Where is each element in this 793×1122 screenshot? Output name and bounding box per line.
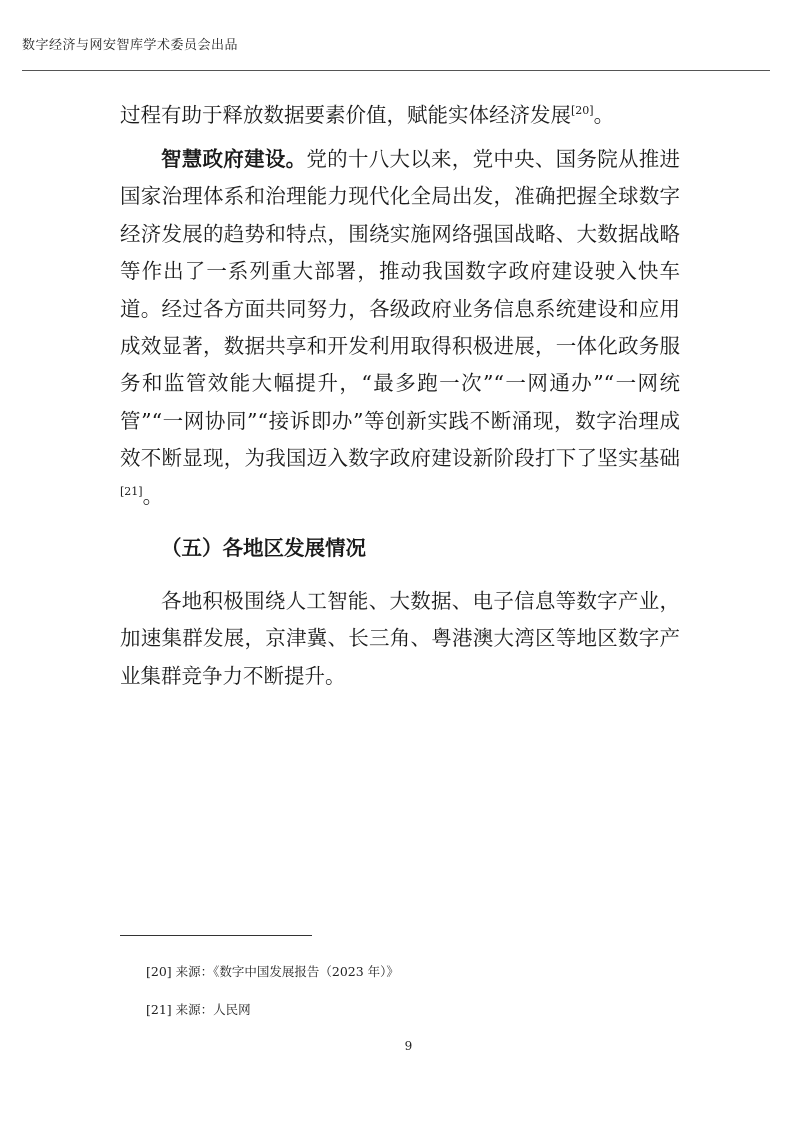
paragraph-punctuation: 。 xyxy=(593,103,615,127)
paragraph-text: 各地积极围绕人工智能、大数据、电子信息等数字产业，加速集群发展，京津冀、长三角、粤港澳大湾区等地区数字产业集群竞争力不断提升。 xyxy=(120,589,680,688)
footnote-20: [20] 来源：《数字中国发展报告（2023 年）》 xyxy=(146,964,399,979)
page-header: 数字经济与网安智库学术委员会出品 xyxy=(22,38,239,53)
header-divider xyxy=(22,70,770,71)
page-number: 9 xyxy=(404,1039,413,1053)
paragraph-continuation xyxy=(120,97,680,134)
paragraph-punctuation: 。 xyxy=(142,483,164,508)
footnote-21: [21] 来源：人民网 xyxy=(146,1002,251,1017)
paragraph-smart-government xyxy=(120,141,680,515)
footnote-reference[interactable]: [20] xyxy=(571,104,594,118)
section-heading: （五）各地区发展情况 xyxy=(161,536,366,560)
paragraph-text: 党的十八大以来，党中央、国务院从推进国家治理体系和治理能力现代化全局出发，准确把握全球数字经济发展的趋势和特点，围绕实施网络强国战略、大数据战略等作出了一系列重大部署，推动我国数字政府建设驶入快车道。经过各方面共同努力，各级政府业务信息系统建设和应用成效显著，数据共享和开发利用取得积极进展，一体化政务服务和监管效能大幅提升，“最多跑一次”“一网通办”“一网统管”“一网协同”“接诉即办”等创新实践不断涌现，数字治理成效不断显现，为我国迈入数字政府建设新阶段打下了坚实基础 xyxy=(120,147,681,471)
paragraph-text: 过程有助于释放数据要素价值，赋能实体经济发展 xyxy=(120,103,571,127)
paragraph-regional xyxy=(120,583,680,695)
paragraph-lead-heading: 智慧政府建设。 xyxy=(161,147,307,171)
footnote-divider xyxy=(120,935,312,936)
footnote-reference[interactable]: [21] xyxy=(120,484,143,498)
